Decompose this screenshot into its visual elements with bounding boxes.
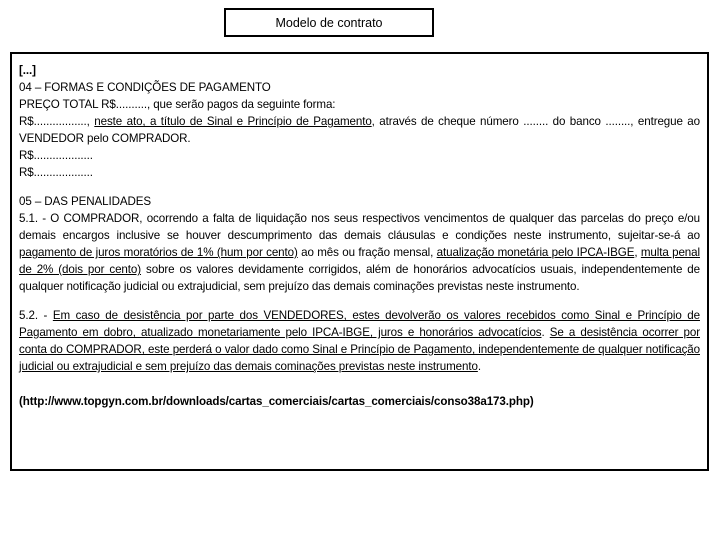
clause-5-1 xyxy=(19,210,700,295)
underlined-text: pagamento de juros moratórios de 1% (hum por cento) xyxy=(19,246,298,259)
total-price-line: PREÇO TOTAL R$.........., que serão pagos da seguinte forma: xyxy=(19,98,336,111)
installment-line: R$................... xyxy=(19,166,93,179)
section-04-heading: 04 – FORMAS E CONDIÇÕES DE PAGAMENTO xyxy=(19,81,271,94)
installment-line: R$................... xyxy=(19,149,93,162)
text: 5.2. - xyxy=(19,309,53,322)
text: , xyxy=(634,246,641,259)
text: R$................., xyxy=(19,115,90,128)
underlined-text: neste ato, a título de Sinal e Princípio de Pagamento xyxy=(94,115,372,128)
text: , através de cheque número ........ do banco ........, entregue ao VENDEDOR pelo COMPRADOR. xyxy=(19,115,700,145)
underlined-text: multa penal de 2% (dois por cento) xyxy=(19,246,700,276)
text: . xyxy=(541,326,550,339)
text: sobre os valores devidamente corrigidos, além de honorários advocatícios usuais, independentemente de qualquer notificação judicial ou extrajudicial, sem prejuízo das demais cominações previstas neste instrumento. xyxy=(19,263,701,293)
ellipsis-marker: [...] xyxy=(19,64,36,77)
source-url: (http://www.topgyn.com.br/downloads/cartas_comerciais/cartas_comerciais/conso38a173.php) xyxy=(19,395,534,408)
text: ao mês ou fração mensal, xyxy=(297,246,437,259)
document-title-box xyxy=(224,8,434,37)
underlined-text: Em caso de desistência por parte dos VENDEDORES, estes devolverão os valores recebidos como Sinal e Princípio de Pagamento em dobro, atualizado monetariamente pelo IPCA-IBGE, juros e honorários advocatícios xyxy=(19,309,700,339)
document-title: Modelo de contrato xyxy=(275,15,383,30)
underlined-text: Se a desistência ocorrer por conta do COMPRADOR, este perderá o valor dado como Sinal e Princípio de Pagamento, independentemente de qualquer notificação judicial ou extrajudicial e sem prejuízo das demais cominações previstas neste instrumento xyxy=(19,326,700,373)
section-05-heading: 05 – DAS PENALIDADES xyxy=(19,195,152,208)
contract-excerpt xyxy=(10,52,709,471)
text: . xyxy=(477,360,481,373)
clause-5-2 xyxy=(19,307,700,375)
underlined-text: atualização monetária pelo IPCA-IBGE xyxy=(436,246,635,259)
text: 5.1. - O COMPRADOR, ocorrendo a falta de liquidação nos seus respectivos vencimentos de qualquer das parcelas do preço e/ou demais encargos inclusive se houver descumprimento das demais cláusulas e condições neste instrumento, sujeitar-se-á ao xyxy=(19,212,700,242)
down-payment-paragraph xyxy=(19,113,700,147)
